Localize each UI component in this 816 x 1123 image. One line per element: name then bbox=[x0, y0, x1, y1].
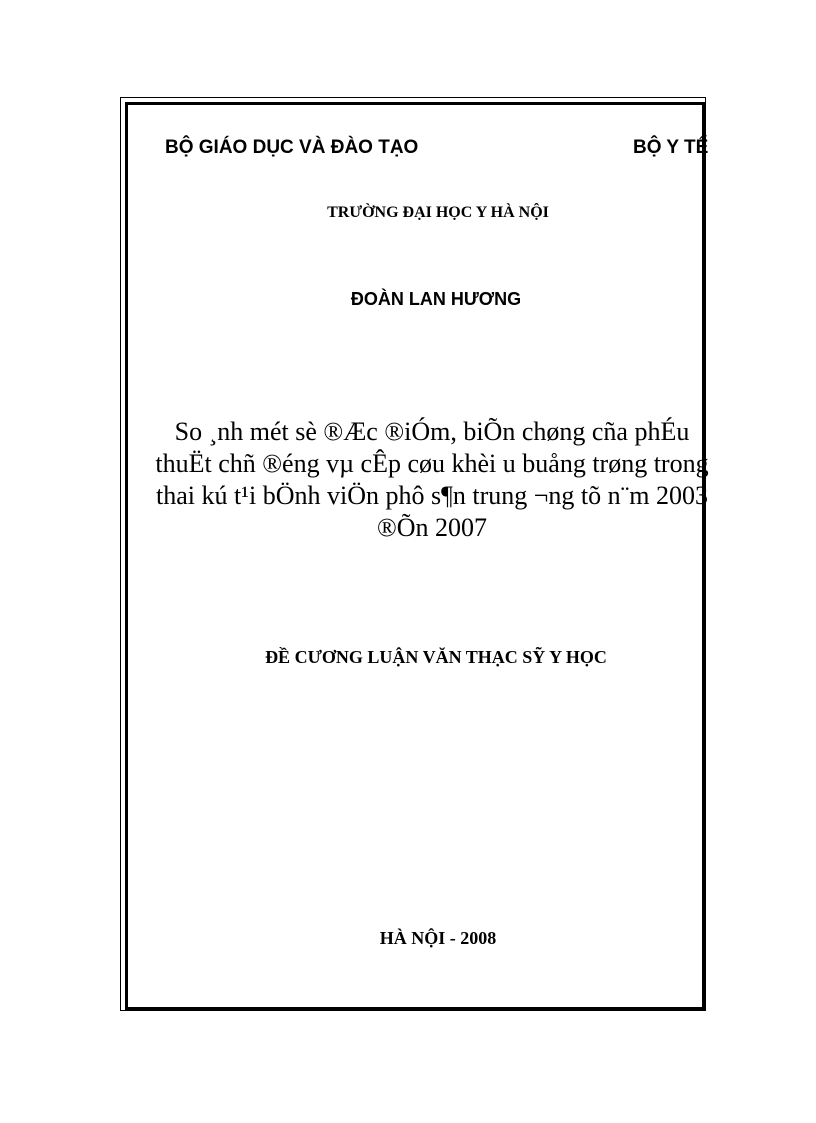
place-and-year: HÀ NỘI - 2008 bbox=[379, 928, 497, 948]
thesis-title-line: ®Õn 2007 bbox=[376, 513, 488, 542]
thesis-title-line: thuËt chñ ®éng vµ cÊp cøu khèi u buång trøng trong bbox=[155, 449, 709, 478]
thesis-title-line: So ¸nh mét sè ®Æc ®iÓm, biÕn chøng cña phÉu bbox=[174, 417, 690, 446]
thesis-title bbox=[130, 416, 734, 544]
thesis-title-line: thai kú t¹i bÖnh viÖn phô s¶n trung ¬ng tõ n¨m 2003 bbox=[155, 481, 709, 510]
ministry-education-heading: BỘ GIÁO DỤC VÀ ĐÀO TẠO bbox=[165, 137, 419, 158]
page-border-inner bbox=[125, 102, 705, 1010]
degree-heading: ĐỀ CƯƠNG LUẬN VĂN THẠC SỸ Y HỌC bbox=[265, 647, 607, 667]
university-name: TRƯỜNG ĐẠI HỌC Y HÀ NỘI bbox=[327, 204, 549, 221]
author-name: ĐOÀN LAN HƯƠNG bbox=[350, 289, 522, 309]
ministry-health-heading: BỘ Y TẾ bbox=[633, 137, 709, 158]
